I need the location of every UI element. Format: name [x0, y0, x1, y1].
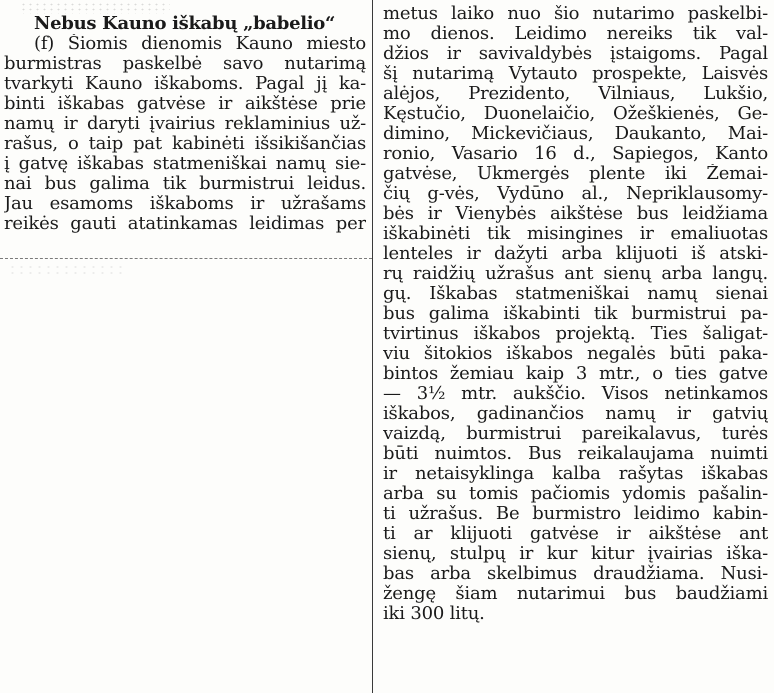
article-headline: Nebus Kauno iškabų „babelio“	[34, 13, 336, 34]
text-line: rašus, o taip pat kabinėti išsikišančias	[4, 134, 366, 154]
text-line: mo dienos. Leidimo nereiks tik val-	[383, 24, 768, 44]
column-end-rule	[0, 258, 372, 261]
text-line: dimino, Mickevičiaus, Daukanto, Mai-	[383, 124, 768, 144]
text-line: Jau esamoms iškaboms ir užrašams	[4, 194, 366, 214]
text-line: metus laiko nuo šio nutarimo paskelbi-	[383, 4, 768, 24]
print-speckle-bottom	[8, 264, 128, 278]
text-line: Kęstučio, Duonelaičio, Ožeškienės, Ge-	[383, 104, 768, 124]
text-line: sienų, stulpų ir kur kitur įvairias iška-	[383, 544, 768, 564]
text-line: žengę šiam nutarimui bus baudžiami	[383, 584, 768, 604]
text-line: iki 300 litų.	[383, 604, 485, 624]
text-line: iškabinėti tik misingines ir emaliuotas	[383, 224, 768, 244]
text-line: namų ir daryti įvairius reklaminius už-	[4, 114, 366, 134]
text-line: šį nutarimą Vytauto prospekte, Laisvės	[383, 64, 768, 84]
text-line: burmistras paskelbė savo nutarimą	[4, 54, 366, 74]
text-line: ti ar klijuoti gatvėse ir aikštėse ant	[383, 524, 768, 544]
text-line: būti nuimtos. Bus reikalaujama nuimti	[383, 444, 768, 464]
text-line: bas arba skelbimus draudžiama. Nusi-	[383, 564, 768, 584]
text-line: gatvėse, Ukmergės plente iki Žemai-	[383, 164, 768, 184]
text-line: į gatvę iškabas statmeniškai namų sie-	[4, 154, 366, 174]
text-line: — 3½ mtr. aukščio. Visos netinkamos	[383, 384, 768, 404]
column-divider	[372, 0, 373, 693]
text-line: rų raidžių užrašus ant sienų arba langų.	[383, 264, 768, 284]
right-column	[383, 4, 768, 624]
text-line: tvirtinus iškabos projektą. Ties šaligat-	[383, 324, 768, 344]
text-line: arba su tomis pačiomis ydomis pašalin-	[383, 484, 768, 504]
left-column	[4, 0, 366, 234]
left-column-body	[4, 34, 366, 234]
text-line: reikės gauti atatinkamas leidimas per	[4, 214, 366, 234]
text-line: ir netaisyklinga kalba rašytas iškabas	[383, 464, 768, 484]
text-line: gų. Iškabas statmeniškai namų sienai	[383, 284, 768, 304]
text-line: čių g-vės, Vydūno al., Nepriklausomy-	[383, 184, 768, 204]
text-line: džios ir savivaldybės įstaigoms. Pagal	[383, 44, 768, 64]
text-line: alėjos, Prezidento, Vilniaus, Lukšio,	[383, 84, 768, 104]
text-line: bės ir Vienybės aikštėse bus leidžiama	[383, 204, 768, 224]
text-line: ronio, Vasario 16 d., Sapiegos, Kanto	[383, 144, 768, 164]
text-line: tvarkyti Kauno iškaboms. Pagal jį ka-	[4, 74, 366, 94]
text-line: lenteles ir dažyti arba klijuoti iš atski-	[383, 244, 768, 264]
text-line: ti užrašus. Be burmistro leidimo kabin-	[383, 504, 768, 524]
text-line: (f) Šiomis dienomis Kauno miesto	[34, 34, 366, 54]
text-line: bintos žemiau kaip 3 mtr., o ties gatve	[383, 364, 768, 384]
text-line: iškabos, gadinančios namų ir gatvių	[383, 404, 768, 424]
text-line: vaizdą, burmistrui pareikalavus, turės	[383, 424, 768, 444]
text-line: viu šitokios iškabos negalės būti paka-	[383, 344, 768, 364]
text-line: bus galima iškabinti tik burmistrui pa-	[383, 304, 768, 324]
text-line: binti iškabas gatvėse ir aikštėse prie	[4, 94, 366, 114]
text-line: nai bus galima tik burmistrui leidus.	[4, 174, 366, 194]
